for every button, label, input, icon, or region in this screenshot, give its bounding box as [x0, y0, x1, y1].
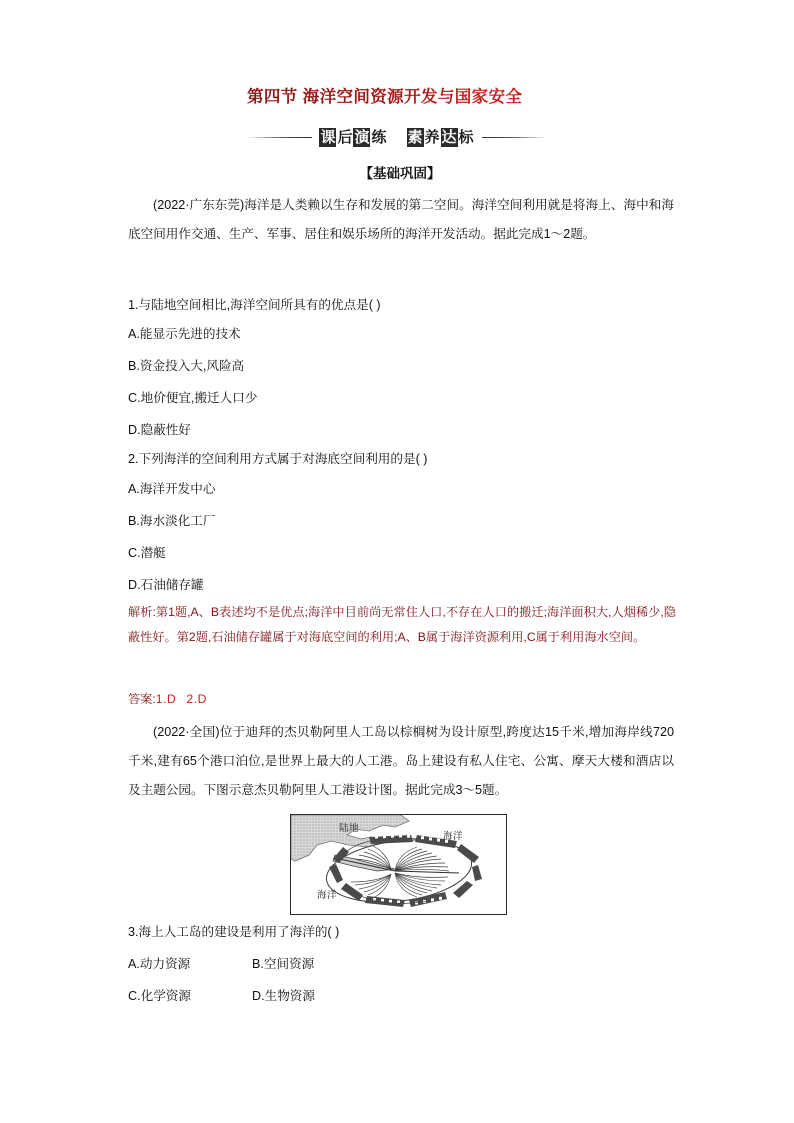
badge-char: 素	[407, 128, 423, 146]
answer-value-1: 1.D	[155, 692, 177, 706]
page-title: 第四节 海洋空间资源开发与国家安全	[247, 85, 677, 109]
passage-1: (2022·广东东莞)海洋是人类赖以生存和发展的第二空间。海洋空间利用就是将海上、海中和海底空间用作交通、生产、军事、居住和娱乐场所的海洋开发活动。据此完成1～2题。	[128, 198, 674, 241]
section-badge-row	[247, 126, 547, 148]
question-3-options-row-2	[128, 987, 674, 1005]
rule-right	[482, 137, 547, 138]
question-1-option-d[interactable]: D.隐蔽性好	[128, 423, 191, 437]
question-2-option-a[interactable]: A.海洋开发中心	[128, 482, 216, 496]
badge-char: 后	[337, 128, 353, 146]
answer-value-2: 2.D	[186, 692, 207, 706]
question-3-option-d[interactable]: D.生物资源	[252, 989, 315, 1003]
question-2-option-c[interactable]: C.潜艇	[128, 546, 166, 560]
question-2-option-d[interactable]: D.石油储存罐	[128, 578, 204, 592]
badge-char: 练	[371, 128, 387, 146]
answer-1	[128, 689, 676, 709]
question-1-stem: 1.与陆地空间相比,海洋空间所具有的优点是( )	[128, 298, 381, 312]
question-2-stem: 2.下列海洋的空间利用方式属于对海底空间利用的是( )	[128, 452, 428, 466]
question-3-stem: 3.海上人工岛的建设是利用了海洋的( )	[128, 925, 340, 939]
badge-group-practice	[319, 128, 387, 147]
question-1-option-c[interactable]: C.地价便宜,搬迁人口少	[128, 391, 258, 405]
question-1-option-b[interactable]: B.资金投入大,风险高	[128, 359, 245, 373]
figure-jebel-ali-port	[290, 814, 507, 915]
explanation-1: 解析:第1题,A、B表述均不是优点;海洋中目前尚无常住人口,不存在人口的搬迁;海洋面积大,人烟稀少,隐蔽性好。第2题,石油储存罐属于对海底空间的利用;A、B属于海洋资源利用,C属于利用海水空间。	[128, 605, 676, 644]
figure-label-sea-right: 海洋	[443, 831, 464, 842]
badge-char: 达	[441, 128, 457, 146]
badge-char: 课	[320, 128, 336, 146]
question-1-option-a[interactable]: A.能显示先进的技术	[128, 327, 241, 341]
question-3-options-row-1	[128, 955, 674, 973]
figure-label-land: 陆地	[339, 823, 360, 834]
question-3-option-a[interactable]: A.动力资源	[128, 957, 191, 971]
passage-2: (2022·全国)位于迪拜的杰贝勒阿里人工岛以棕榈树为设计原型,跨度达15千米,增加海岸线720千米,建有65个港口泊位,是世界上最大的人工港。岛上建设有私人住宅、公寓、摩天大楼和酒店以及主题公园。下图示意杰贝勒阿里人工港设计图。据此完成3～5题。	[128, 725, 674, 797]
rule-left	[247, 137, 312, 138]
badge-group-literacy	[407, 128, 475, 147]
badge-char: 标	[458, 128, 474, 146]
question-2-option-b[interactable]: B.海水淡化工厂	[128, 514, 216, 528]
badge-char: 演	[354, 128, 370, 146]
badge-char: 养	[424, 128, 440, 146]
section-heading-basic: 【基础巩固】	[359, 166, 441, 181]
figure-label-sea-left: 海洋	[317, 890, 338, 901]
answer-label: 答案:	[128, 692, 156, 706]
question-3-option-c[interactable]: C.化学资源	[128, 989, 191, 1003]
question-3-option-b[interactable]: B.空间资源	[252, 957, 315, 971]
